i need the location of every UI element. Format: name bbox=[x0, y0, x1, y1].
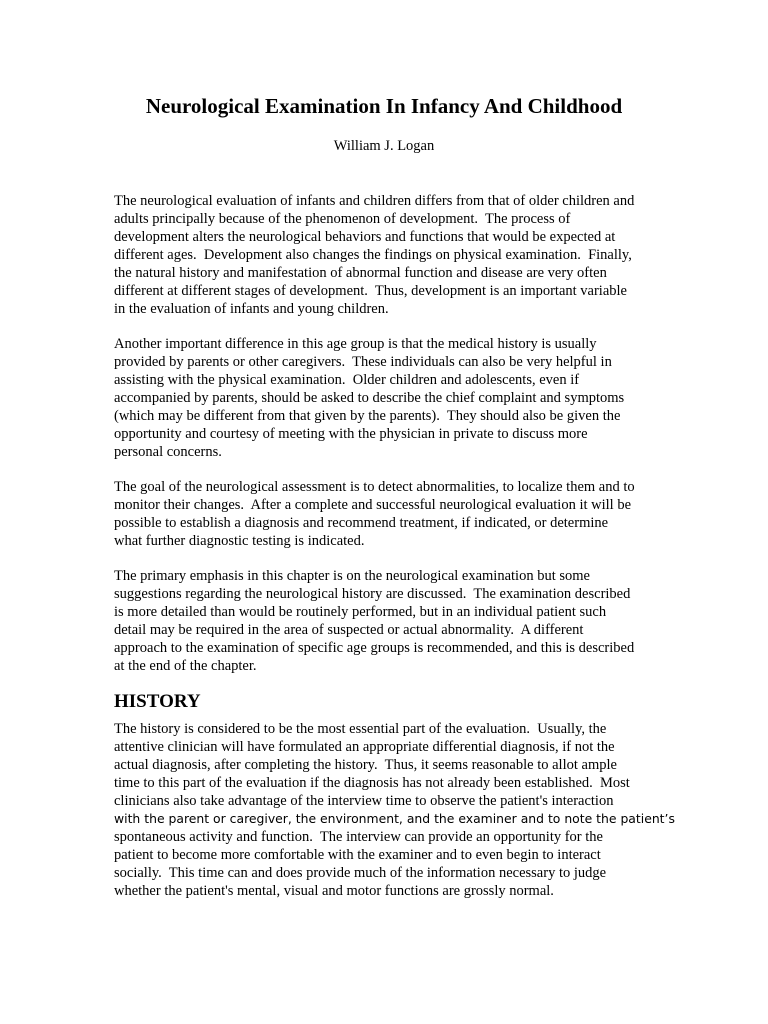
text-line: provided by parents or other caregivers. These individuals can also be very helpful in bbox=[114, 354, 612, 370]
text-line: accompanied by parents, should be asked to describe the chief complaint and symptoms bbox=[114, 390, 625, 406]
text-line: the natural history and manifestation of abnormal function and disease are very often bbox=[114, 265, 607, 281]
text-line: whether the patient's mental, visual and motor functions are grossly normal. bbox=[114, 883, 554, 899]
text-line: is more detailed than would be routinely performed, but in an individual patient such bbox=[114, 604, 607, 620]
paragraph-history bbox=[114, 720, 675, 900]
text-line: Another important difference in this age group is that the medical history is usually bbox=[114, 336, 597, 352]
text-line: (which may be different from that given by the parents). They should also be given the bbox=[114, 408, 621, 424]
text-line: socially. This time can and does provide much of the information necessary to judge bbox=[114, 865, 607, 881]
text-line: development alters the neurological behaviors and functions that would be expected at bbox=[114, 229, 616, 245]
paragraph-emphasis bbox=[114, 567, 662, 675]
text-line: patient to become more comfortable with the examiner and to even begin to interact bbox=[114, 847, 601, 863]
text-line: assisting with the physical examination. Older children and adolescents, even if bbox=[114, 372, 580, 388]
paragraph-caregivers bbox=[114, 335, 662, 461]
text-line: different ages. Development also changes the findings on physical examination. Finally, bbox=[114, 247, 632, 263]
document-title: Neurological Examination In Infancy And Childhood bbox=[145, 94, 623, 118]
text-line: personal concerns. bbox=[114, 444, 222, 460]
text-line: attentive clinician will have formulated an appropriate differential diagnosis, if not the bbox=[114, 739, 615, 755]
text-line: approach to the examination of specific age groups is recommended, and this is described bbox=[114, 640, 635, 656]
text-line: detail may be required in the area of suspected or actual abnormality. A different bbox=[114, 622, 584, 638]
text-line: time to this part of the evaluation if the diagnosis has not already been established. Most bbox=[114, 775, 630, 791]
text-line: possible to establish a diagnosis and recommend treatment, if indicated, or determine bbox=[114, 515, 609, 531]
text-line: suggestions regarding the neurological history are discussed. The examination described bbox=[114, 586, 631, 602]
author-name: William J. Logan bbox=[333, 138, 435, 154]
text-line: The primary emphasis in this chapter is on the neurological examination but some bbox=[114, 568, 590, 584]
text-line: spontaneous activity and function. The interview can provide an opportunity for the bbox=[114, 829, 603, 845]
text-line: adults principally because of the phenomenon of development. The process of bbox=[114, 211, 571, 227]
text-line: at the end of the chapter. bbox=[114, 658, 257, 674]
section-heading-history: HISTORY bbox=[114, 691, 201, 712]
text-line: The history is considered to be the most essential part of the evaluation. Usually, the bbox=[114, 721, 607, 737]
text-line: clinicians also take advantage of the interview time to observe the patient's interaction bbox=[114, 793, 614, 809]
text-line: opportunity and courtesy of meeting with the physician in private to discuss more bbox=[114, 426, 588, 442]
text-line: monitor their changes. After a complete and successful neurological evaluation it will be bbox=[114, 497, 632, 513]
text-line: in the evaluation of infants and young children. bbox=[114, 301, 389, 317]
paragraph-intro bbox=[114, 192, 662, 318]
paragraph-goal bbox=[114, 478, 662, 550]
text-line: different at different stages of development. Thus, development is an important variable bbox=[114, 283, 627, 299]
text-line: with the parent or caregiver, the environment, and the examiner and to note the patient’s bbox=[114, 811, 675, 826]
text-line: what further diagnostic testing is indicated. bbox=[114, 533, 365, 549]
text-line: The goal of the neurological assessment is to detect abnormalities, to localize them and to bbox=[114, 479, 635, 495]
text-line: The neurological evaluation of infants and children differs from that of older children and bbox=[114, 193, 635, 209]
text-line: actual diagnosis, after completing the history. Thus, it seems reasonable to allot ample bbox=[114, 757, 617, 773]
